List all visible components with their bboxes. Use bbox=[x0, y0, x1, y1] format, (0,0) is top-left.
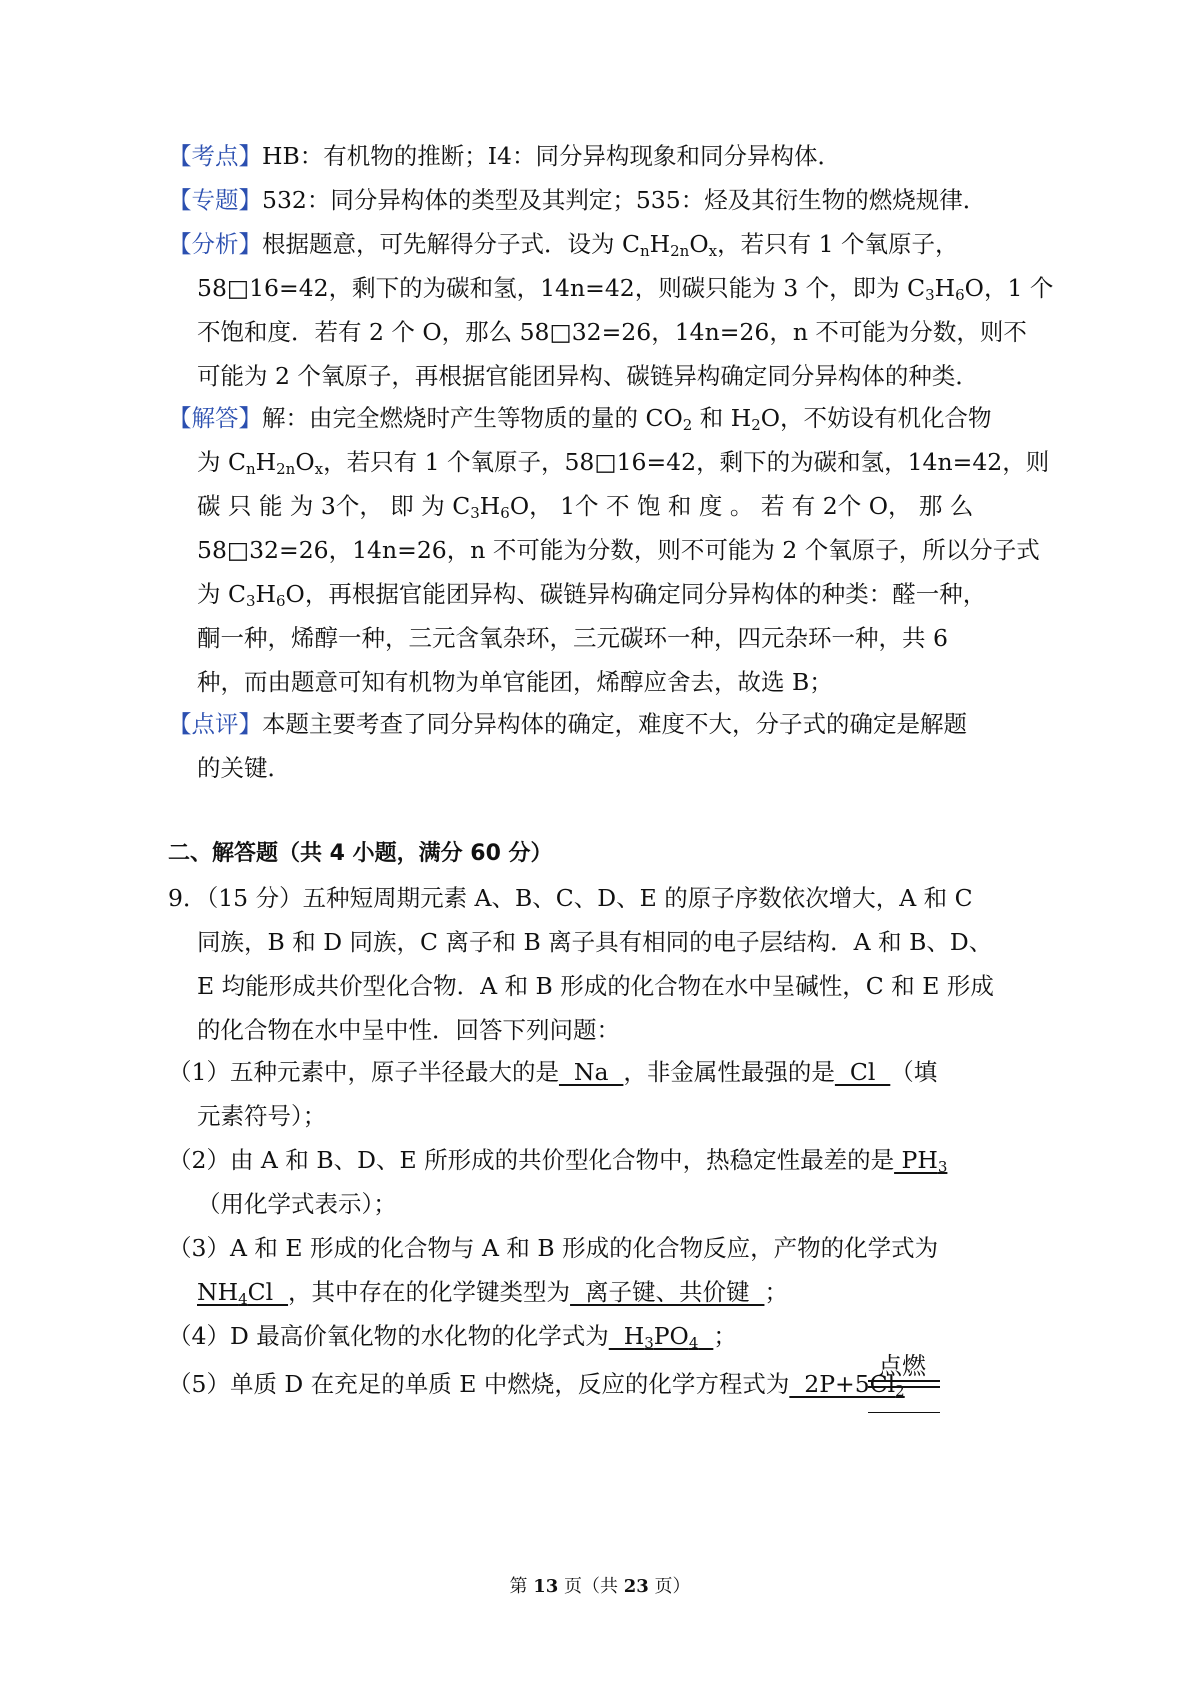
jieda-text: H bbox=[479, 492, 501, 520]
q9-part2 bbox=[168, 1144, 947, 1176]
sub: 4 bbox=[688, 1334, 699, 1352]
q9-text: ，非金属性最强的是 bbox=[623, 1058, 835, 1086]
sub: 6 bbox=[276, 592, 286, 610]
jieda-text: ，若只有 1 个氧原子，58□16=42，剩下的为碳和氢，14n=42，则 bbox=[323, 448, 1050, 476]
sub: 3 bbox=[470, 504, 480, 522]
jieda-text: O， 1个 不 饱 和 度 。 若 有 2个 O， 那 么 bbox=[509, 492, 974, 520]
jieda-text: H bbox=[255, 580, 276, 608]
dianping-text: 本题主要考查了同分异构体的确定，难度不大，分子式的确定是解题 bbox=[262, 710, 967, 738]
fenxi-text-2: 58□16=42，剩下的为碳和氢，14n=42，则碳只能为 3 个，即为 C bbox=[197, 274, 926, 302]
q9-line-3: E 均能形成共价型化合物．A 和 B 形成的化合物在水中呈碱性，C 和 E 形成 bbox=[197, 972, 994, 1000]
sub: n bbox=[639, 242, 650, 260]
answer-na: Na bbox=[558, 1058, 624, 1086]
fenxi-line-1 bbox=[168, 228, 959, 260]
answer-nh4cl bbox=[197, 1278, 288, 1306]
jieda-line-3 bbox=[197, 490, 973, 522]
answer-text: PO bbox=[653, 1322, 689, 1350]
fenxi-text: H bbox=[934, 274, 956, 302]
jieda-text: 为 C bbox=[197, 448, 246, 476]
footer-text: 页） bbox=[648, 1576, 691, 1597]
sub: 2 bbox=[751, 416, 761, 434]
jieda-line-7: 种，而由题意可知有机物为单官能团，烯醇应舍去，故选 B； bbox=[197, 668, 833, 696]
fenxi-line-4: 可能为 2 个氧原子，再根据官能团异构、碳链异构确定同分异构体的种类． bbox=[197, 362, 979, 390]
kaodian-text: HB：有机物的推断；I4：同分异构现象和同分异构体． bbox=[262, 142, 841, 170]
page-footer bbox=[0, 1572, 1200, 1598]
answer-cl: Cl bbox=[834, 1058, 891, 1086]
q9-part4 bbox=[168, 1320, 737, 1352]
jieda-text: H bbox=[255, 448, 277, 476]
q9-part3: （3）A 和 E 形成的化合物与 A 和 B 形成的化合物反应，产物的化学式为 bbox=[168, 1234, 939, 1262]
sub: n bbox=[245, 460, 256, 478]
fenxi-text: H bbox=[649, 230, 671, 258]
q9-text: ； bbox=[713, 1322, 737, 1350]
jieda-text: O bbox=[295, 448, 315, 476]
answer-bond-type: 离子键、共价键 bbox=[570, 1278, 765, 1306]
q9-part3-cont bbox=[197, 1276, 788, 1308]
sub: 2n bbox=[276, 460, 296, 478]
fenxi-line-3: 不饱和度．若有 2 个 O，那么 58□32=26，14n=26，n 不可能为分数，则不 bbox=[197, 318, 1027, 346]
jieda-line-6: 酮一种，烯醇一种，三元含氧杂环，三元碳环一种，四元杂环一种，共 6 bbox=[197, 624, 948, 652]
q9-text: （4）D 最高价氧化物的水化物的化学式为 bbox=[168, 1322, 609, 1350]
fenxi-tag: 【分析】 bbox=[168, 230, 262, 258]
answer-h3po4 bbox=[609, 1322, 714, 1350]
answer-text: 2P+5Cl bbox=[789, 1370, 896, 1398]
reaction-condition: 点燃 bbox=[878, 1352, 926, 1380]
page-total: 23 bbox=[623, 1576, 649, 1597]
answer-text: Cl bbox=[247, 1278, 289, 1306]
sub: 2n bbox=[670, 242, 690, 260]
kaodian-line bbox=[168, 140, 841, 172]
jieda-text: 碳 只 能 为 3个， 即 为 C bbox=[197, 492, 471, 520]
equation-double-arrow-bottom bbox=[868, 1386, 940, 1388]
kaodian-tag: 【考点】 bbox=[168, 142, 262, 170]
zhuanti-tag: 【专题】 bbox=[168, 186, 262, 214]
answer-ph3 bbox=[894, 1146, 947, 1174]
jieda-text: 和 H bbox=[692, 404, 752, 432]
sub: 3 bbox=[937, 1158, 948, 1176]
fenxi-text: ，若只有 1 个氧原子， bbox=[717, 230, 959, 258]
q9-part1 bbox=[168, 1056, 937, 1088]
equation-double-arrow-top bbox=[868, 1380, 940, 1382]
sub: x bbox=[708, 242, 718, 260]
sub: 3 bbox=[925, 286, 935, 304]
sub: 3 bbox=[644, 1334, 654, 1352]
q9-text: （2）由 A 和 B、D、E 所形成的共价型化合物中，热稳定性最差的是 bbox=[168, 1146, 895, 1174]
dianping-line-2: 的关键． bbox=[197, 754, 291, 782]
jieda-text: 为 C bbox=[197, 580, 246, 608]
sub: 2 bbox=[895, 1382, 905, 1400]
page-number: 13 bbox=[533, 1576, 559, 1597]
q9-text: （填 bbox=[890, 1058, 938, 1086]
jieda-line-2 bbox=[197, 446, 1049, 478]
q9-text: （1）五种元素中，原子半径最大的是 bbox=[168, 1058, 559, 1086]
jieda-text: O，再根据官能团异构、碳链异构确定同分异构体的种类：醛一种， bbox=[285, 580, 987, 608]
sub: 6 bbox=[955, 286, 965, 304]
answer-text: PH bbox=[894, 1146, 938, 1174]
q9-part5 bbox=[168, 1368, 905, 1400]
q9-line-1: 9．（15 分）五种短周期元素 A、B、C、D、E 的原子序数依次增大，A 和 C bbox=[168, 884, 973, 912]
answer-text bbox=[698, 1322, 713, 1350]
jieda-text: 解：由完全燃烧时产生等物质的量的 CO bbox=[262, 404, 683, 432]
q9-line-4: 的化合物在水中呈中性．回答下列问题： bbox=[197, 1016, 620, 1044]
jieda-text: O，不妨设有机化合物 bbox=[760, 404, 992, 432]
jieda-tag: 【解答】 bbox=[168, 404, 262, 432]
answer-text: NH bbox=[197, 1278, 239, 1306]
sub: 3 bbox=[245, 592, 256, 610]
q9-part2-cont: （用化学式表示）； bbox=[197, 1190, 397, 1218]
dianping-tag: 【点评】 bbox=[168, 710, 262, 738]
q9-line-2: 同族，B 和 D 同族，C 离子和 B 离子具有相同的电子层结构．A 和 B、D、 bbox=[197, 928, 993, 956]
fenxi-line-2 bbox=[197, 272, 1053, 304]
dianping-line-1 bbox=[168, 708, 967, 740]
sub: 4 bbox=[238, 1290, 248, 1308]
q9-text: （5）单质 D 在充足的单质 E 中燃烧，反应的化学方程式为 bbox=[168, 1370, 790, 1398]
zhuanti-line bbox=[168, 184, 986, 216]
q9-text: ，其中存在的化学键类型为 bbox=[288, 1278, 571, 1306]
jieda-line-1 bbox=[168, 402, 992, 434]
section-title: 二、解答题（共 4 小题，满分 60 分） bbox=[168, 841, 553, 866]
q9-part1-cont: 元素符号）； bbox=[197, 1102, 327, 1130]
q9-text: ； bbox=[764, 1278, 788, 1306]
footer-text: 第 bbox=[509, 1576, 534, 1597]
zhuanti-text: 532：同分异构体的类型及其判定；535：烃及其衍生物的燃烧规律． bbox=[262, 186, 987, 214]
sub: 6 bbox=[500, 504, 510, 522]
fenxi-text-1: 根据题意，可先解得分子式．设为 C bbox=[262, 230, 640, 258]
jieda-line-4: 58□32=26，14n=26，n 不可能为分数，则不可能为 2 个氧原子，所以分子式 bbox=[197, 536, 1040, 564]
sub: x bbox=[314, 460, 324, 478]
sub: 2 bbox=[682, 416, 693, 434]
fenxi-text: O，1 个 bbox=[964, 274, 1054, 302]
answer-text: H bbox=[608, 1322, 645, 1350]
footer-text: 页（共 bbox=[558, 1576, 624, 1597]
jieda-line-5 bbox=[197, 578, 986, 610]
fenxi-text: O bbox=[689, 230, 709, 258]
answer-blank-continuation bbox=[868, 1412, 940, 1413]
